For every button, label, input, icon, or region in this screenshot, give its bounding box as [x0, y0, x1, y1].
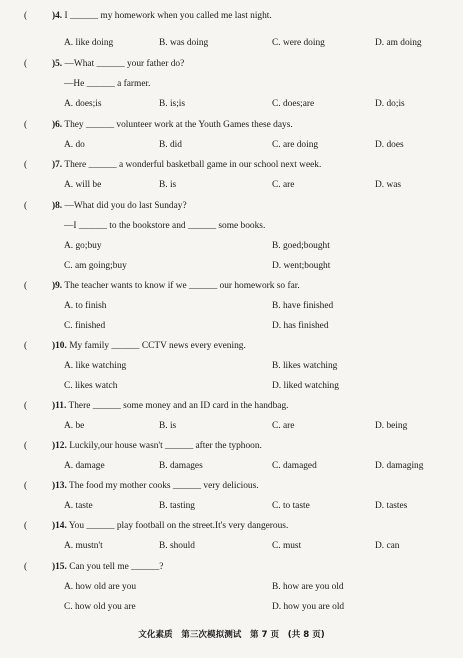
question-number: )13.	[52, 481, 67, 491]
option-b: B. goed;bought	[272, 241, 330, 251]
question-number: )6.	[52, 120, 63, 130]
answer-paren: (	[24, 120, 28, 130]
option-c: C. am going;buy	[64, 261, 127, 271]
question-line2: —He ______ a farmer.	[64, 79, 151, 89]
question-number: )9.	[52, 281, 63, 291]
option-b: B. did	[159, 140, 182, 150]
question-number: )12.	[52, 441, 67, 451]
question-text: There ______ some money and an ID card in the handbag.	[68, 401, 289, 411]
option-b: B. was doing	[159, 38, 209, 48]
option-a: A. do	[64, 140, 85, 150]
option-c: C. finished	[64, 321, 106, 331]
option-a: A. mustn't	[64, 541, 103, 551]
question-number: )4.	[52, 11, 63, 21]
option-a: A. how old are you	[64, 582, 137, 592]
question-number: )5.	[52, 59, 63, 69]
question-number: )7.	[52, 160, 63, 170]
question-number: )10.	[52, 341, 67, 351]
option-d: D. liked watching	[272, 381, 339, 391]
question-number: )11.	[52, 401, 67, 411]
option-b: B. have finished	[272, 301, 334, 311]
option-d: D. does	[375, 140, 404, 150]
option-a: A. like doing	[64, 38, 114, 48]
option-b: B. is;is	[159, 99, 186, 109]
option-d: D. can	[375, 541, 400, 551]
question-text: —What ______ your father do?	[64, 59, 185, 69]
option-a: A. like watching	[64, 361, 127, 371]
option-c: C. are	[272, 180, 295, 190]
option-d: D. has finished	[272, 321, 329, 331]
answer-paren: (	[24, 562, 28, 572]
option-b: B. should	[159, 541, 195, 551]
option-a: A. does;is	[64, 99, 102, 109]
question-text: My family ______ CCTV news every evening.	[69, 341, 246, 351]
option-d: D. was	[375, 180, 402, 190]
question-text: The food my mother cooks ______ very delicious.	[69, 481, 259, 491]
option-a: A. go;buy	[64, 241, 102, 251]
option-a: A. to finish	[64, 301, 107, 311]
option-d: D. am doing	[375, 38, 422, 48]
question-number: )15.	[52, 562, 67, 572]
question-number: )14.	[52, 521, 67, 531]
question-text: You ______ play football on the street.It's very dangerous.	[68, 521, 289, 531]
option-d: D. how you are old	[272, 602, 345, 612]
option-b: B. is	[159, 421, 177, 431]
answer-paren: (	[24, 160, 28, 170]
question-text: Can you tell me ______?	[69, 562, 164, 572]
option-c: C. does;are	[272, 99, 315, 109]
answer-paren: (	[24, 521, 28, 531]
answer-paren: (	[24, 281, 28, 291]
option-b: B. tasting	[159, 501, 195, 511]
answer-paren: (	[24, 481, 28, 491]
answer-paren: (	[24, 59, 28, 69]
option-c: C. are doing	[272, 140, 319, 150]
option-a: A. will be	[64, 180, 102, 190]
page-footer: 文化素质 第三次模拟测试 第 7 页 (共 8 页)	[138, 630, 325, 640]
option-c: C. are	[272, 421, 295, 431]
option-d: D. being	[375, 421, 408, 431]
option-c: C. must	[272, 541, 302, 551]
option-a: A. taste	[64, 501, 93, 511]
answer-paren: (	[24, 401, 28, 411]
answer-paren: (	[24, 201, 28, 211]
question-text: Luckily,our house wasn't ______ after the typhoon.	[69, 441, 262, 451]
option-b: B. is	[159, 180, 177, 190]
option-d: D. do;is	[375, 99, 405, 109]
option-c: C. were doing	[272, 38, 325, 48]
option-c: C. to taste	[272, 501, 310, 511]
option-b: B. likes watching	[272, 361, 338, 371]
question-text: They ______ volunteer work at the Youth Games these days.	[64, 120, 293, 130]
option-c: C. how old you are	[64, 602, 136, 612]
answer-paren: (	[24, 441, 28, 451]
answer-paren: (	[24, 11, 28, 21]
question-text: I ______ my homework when you called me last night.	[64, 11, 272, 21]
question-text: —What did you do last Sunday?	[64, 201, 187, 211]
option-d: D. tastes	[375, 501, 408, 511]
option-a: A. be	[64, 421, 85, 431]
question-text: There ______ a wonderful basketball game in our school next week.	[64, 160, 322, 170]
question-line2: —I ______ to the bookstore and ______ some books.	[64, 221, 266, 231]
answer-paren: (	[24, 341, 28, 351]
option-c: C. likes watch	[64, 381, 118, 391]
option-b: B. damages	[159, 461, 203, 471]
option-d: D. went;bought	[272, 261, 331, 271]
question-text: The teacher wants to know if we ______ our homework so far.	[64, 281, 300, 291]
option-b: B. how are you old	[272, 582, 344, 592]
option-d: D. damaging	[375, 461, 424, 471]
option-a: A. damage	[64, 461, 105, 471]
option-c: C. damaged	[272, 461, 317, 471]
question-number: )8.	[52, 201, 63, 211]
